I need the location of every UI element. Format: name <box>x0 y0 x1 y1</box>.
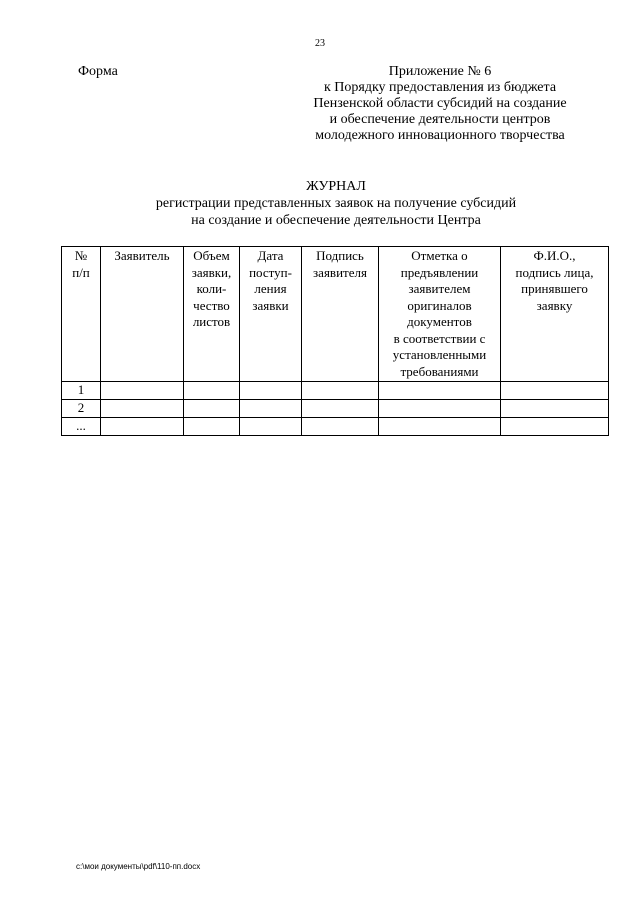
table-cell <box>302 418 379 436</box>
table-cell <box>379 400 501 418</box>
table-cell <box>101 382 184 400</box>
table-cell <box>240 382 302 400</box>
table-cell <box>501 418 609 436</box>
page-number: 23 <box>315 38 325 49</box>
journal-subtitle-line: на создание и обеспечение деятельности Центра <box>191 213 481 228</box>
table-cell-number: ... <box>62 418 101 436</box>
appendix-line: и обеспечение деятельности центров <box>329 112 551 127</box>
table-cell <box>240 418 302 436</box>
footer-file-path: c:\мои документы\pdf\110-пп.docx <box>76 862 201 871</box>
table-cell <box>501 400 609 418</box>
table-cell <box>184 382 240 400</box>
table-header-row <box>62 247 609 382</box>
table-cell <box>240 400 302 418</box>
table-cell <box>184 418 240 436</box>
table-cell-number: 1 <box>62 382 101 400</box>
column-header-originals-mark: Отметка о предъявлении заявителем оригиналов документов в соответствии с установленными требованиями <box>379 247 501 382</box>
table-cell <box>302 400 379 418</box>
appendix-title: Приложение № 6 <box>388 64 492 79</box>
table-cell <box>101 400 184 418</box>
table-cell <box>501 382 609 400</box>
registration-table <box>61 246 609 436</box>
journal-heading <box>80 178 592 229</box>
column-header-date: Дата поступ- ления заявки <box>240 247 302 382</box>
appendix-line: молодежного инновационного творчества <box>315 128 565 143</box>
table-cell <box>379 382 501 400</box>
column-header-applicant: Заявитель <box>101 247 184 382</box>
column-header-receiver: Ф.И.О., подпись лица, принявшего заявку <box>501 247 609 382</box>
table-cell <box>101 418 184 436</box>
form-label: Форма <box>78 64 118 79</box>
journal-title: ЖУРНАЛ <box>306 179 366 194</box>
table-row <box>62 400 609 418</box>
appendix-line: к Порядку предоставления из бюджета <box>323 80 557 95</box>
column-header-number: № п/п <box>62 247 101 382</box>
column-header-volume: Объем заявки, коли- чество листов <box>184 247 240 382</box>
table-row <box>62 382 609 400</box>
journal-subtitle-line: регистрации представленных заявок на получение субсидий <box>155 196 517 211</box>
table-cell <box>302 382 379 400</box>
appendix-line: Пензенской области субсидий на создание <box>313 96 567 111</box>
table-row <box>62 418 609 436</box>
table-cell-number: 2 <box>62 400 101 418</box>
table-cell <box>184 400 240 418</box>
table-cell <box>379 418 501 436</box>
column-header-signature: Подпись заявителя <box>302 247 379 382</box>
appendix-block <box>280 64 600 144</box>
